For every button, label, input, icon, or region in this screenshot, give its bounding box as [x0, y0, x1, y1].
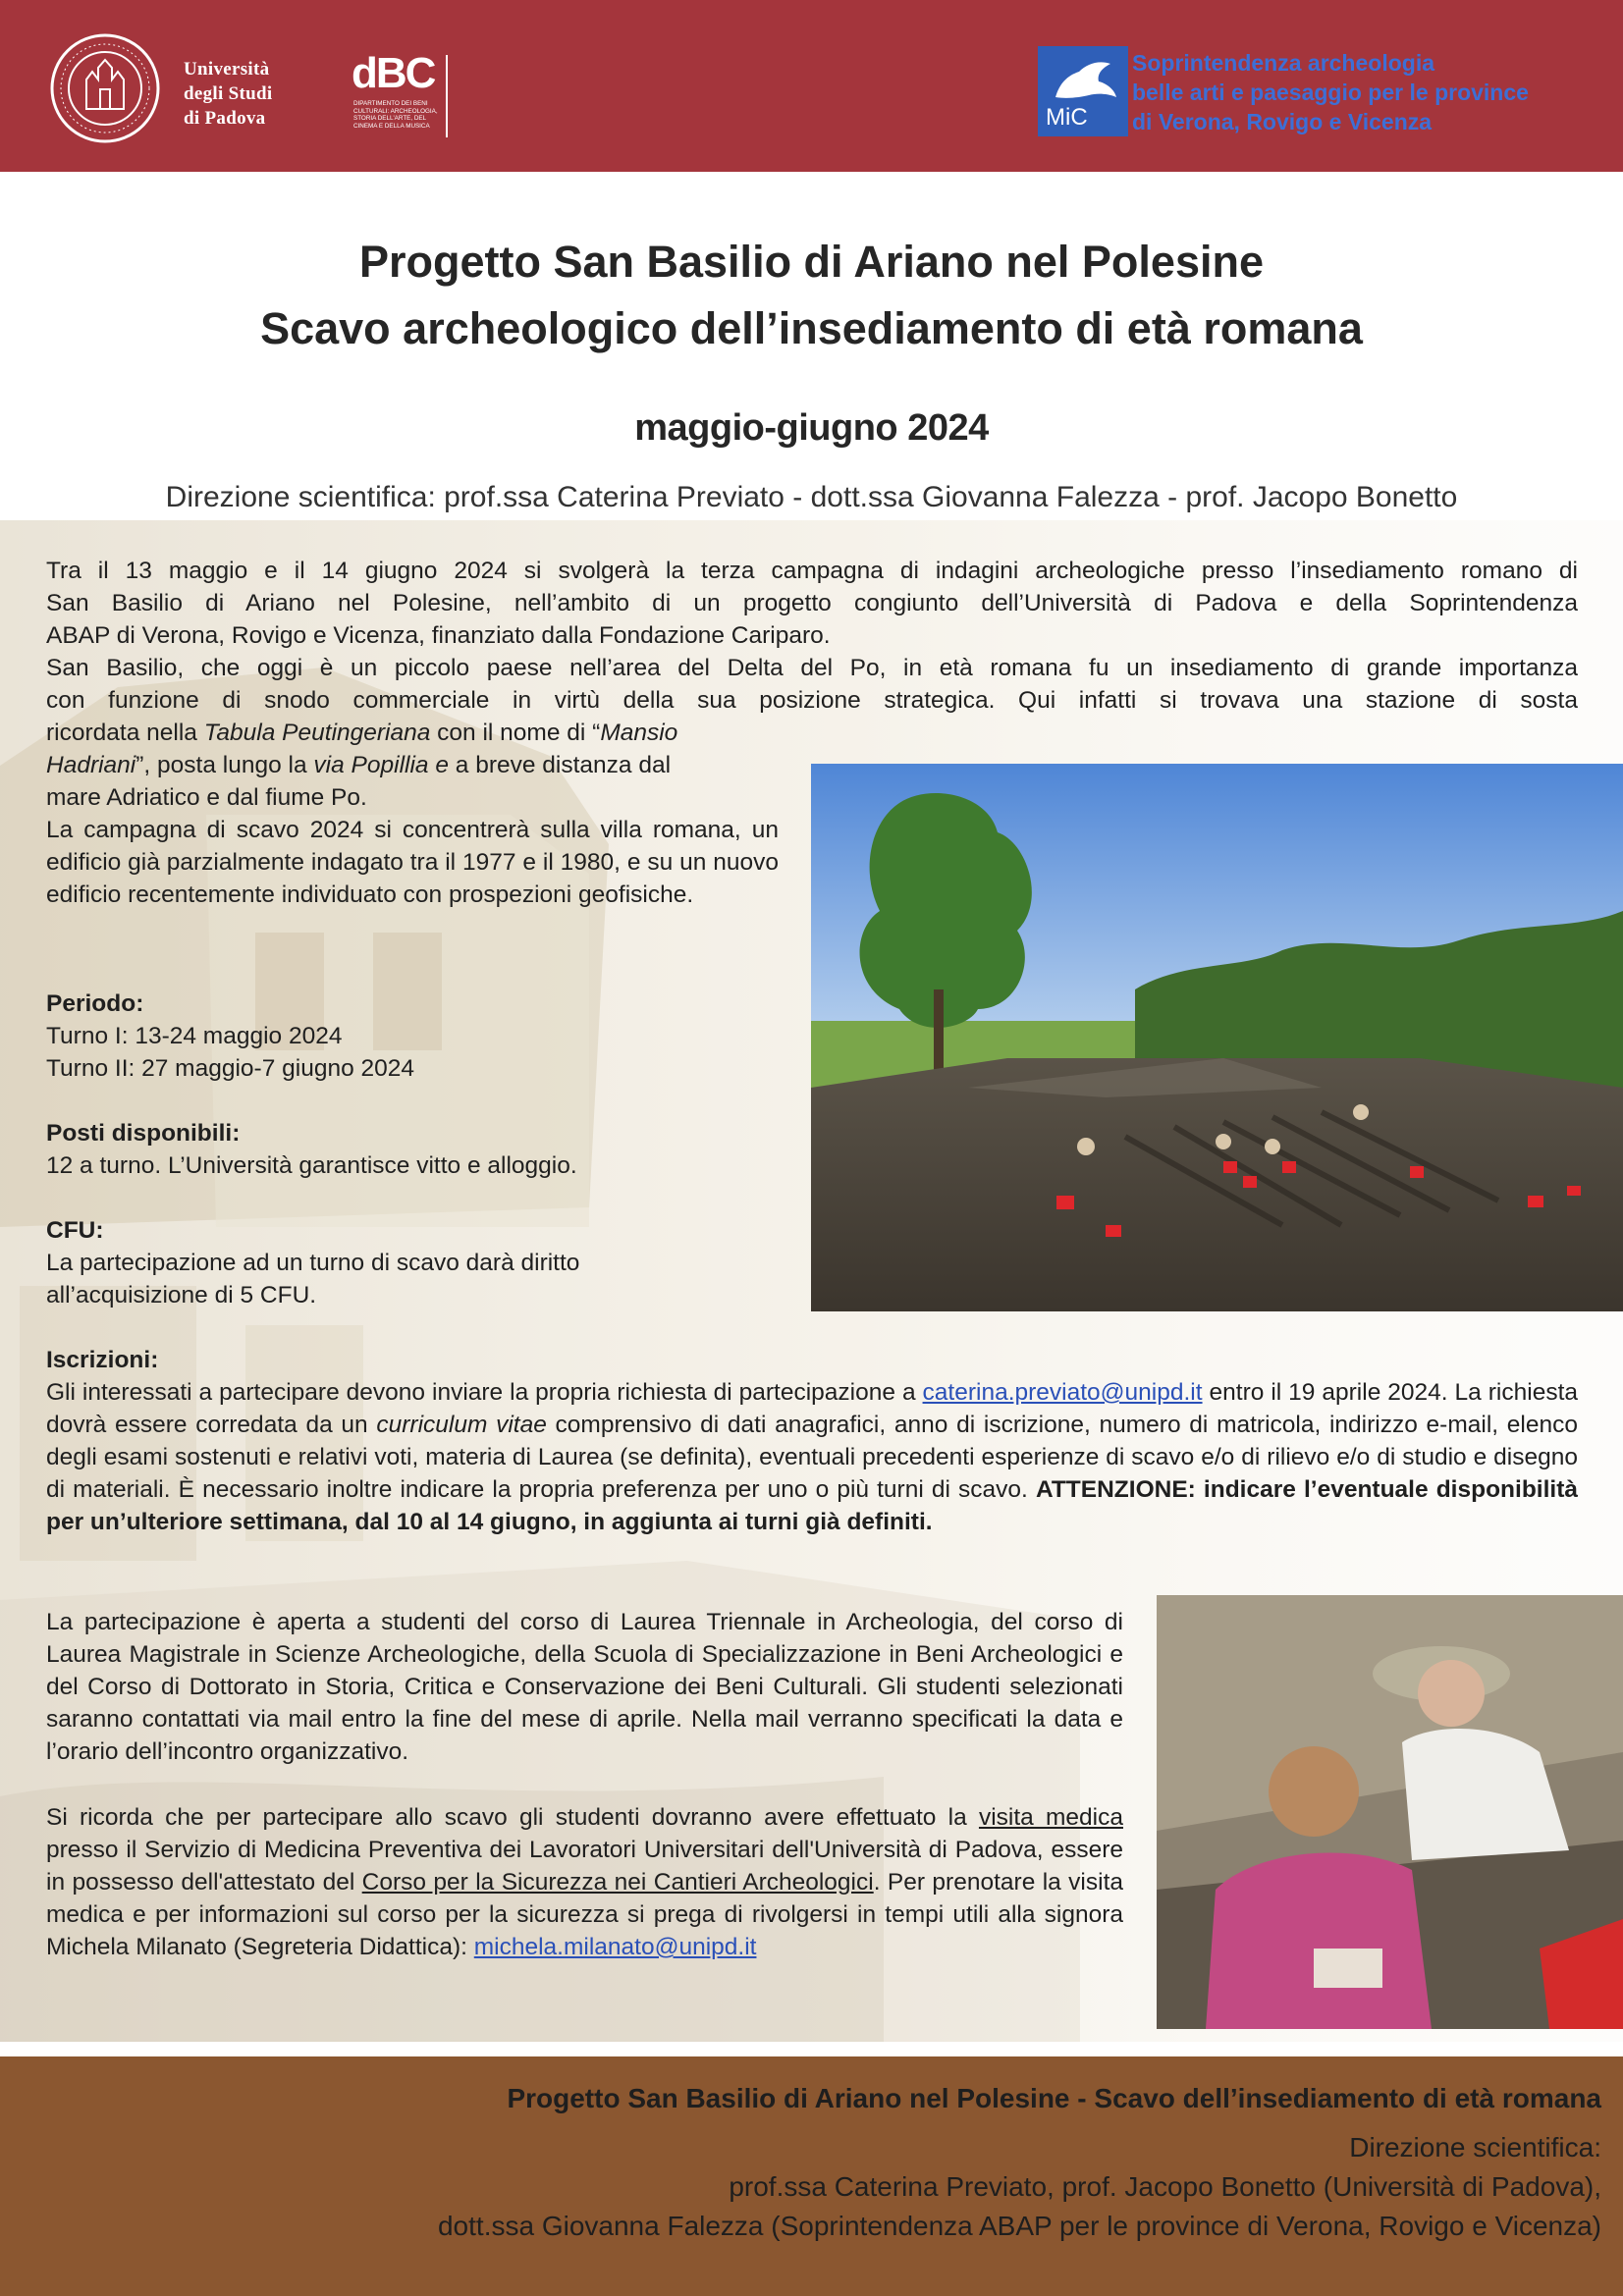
dbc-logo-subtitle: DIPARTIMENTO DEI BENI CULTURALI: ARCHEOLOGIA, STORIA DELL'ARTE, DEL CINEMA E DELLA MUSICA — [353, 100, 438, 130]
university-line-2: degli Studi — [184, 83, 273, 104]
university-line-3: di Padova — [184, 108, 266, 129]
iscrizioni-block — [46, 1344, 1578, 1538]
campagna-paragraph: La campagna di scavo 2024 si concentrerà sulla villa romana, un edificio già parzialmente indagato tra il 1977 e il 1980, e su un nuovo edificio recentemente individuato con prospezioni geofisiche. — [46, 817, 779, 908]
footer-band — [0, 2056, 1623, 2296]
iscrizioni-text-1: Gli interessati a partecipare devono inviare la propria richiesta di partecipazione a — [46, 1379, 923, 1406]
posti-heading: Posti disponibili: — [46, 1120, 241, 1147]
intro-line-4: San Basilio, che oggi è un piccolo paese nell’area del Delta del Po, in età romana fu un insediamento di grande importanza — [46, 655, 1578, 681]
cfu-block — [46, 1214, 779, 1311]
university-line-1: Università — [184, 59, 270, 80]
mic-logo — [1038, 46, 1128, 136]
posti-text: 12 a turno. L’Università garantisce vitto e alloggio. — [46, 1152, 577, 1179]
footer-direction-label: Direzione scientifica: — [1349, 2132, 1601, 2163]
header-band — [0, 0, 1623, 172]
tabula-paragraph — [46, 717, 779, 814]
soprintendenza-line-3: di Verona, Rovigo e Vicenza — [1132, 109, 1433, 134]
mansio-name: Mansio — [600, 720, 678, 746]
tabula-text-3: ”, posta lungo la — [135, 752, 314, 778]
corso-sicurezza-link[interactable]: Corso per la Sicurezza nei Cantieri Archeologici — [361, 1869, 874, 1896]
iscrizioni-text-3: comprensivo di dati anagrafici, anno di iscrizione, numero di matricola, indirizzo e-mail, elenco degli esami sostenuti e relativi voti, materia di Laurea (se definita), eventuali precedenti esperienze di scavo e/o di rilievo e/o di studio e disegno di materiali. È necessario inoltre indicare la propria preferenza per uno o più turni di scavo. — [46, 1412, 1578, 1503]
direction-line: Direzione scientifica: prof.ssa Caterina Previato - dott.ssa Giovanna Falezza - prof. Jacopo Bonetto — [165, 481, 1458, 513]
iscrizioni-heading: Iscrizioni: — [46, 1347, 159, 1373]
hadriani-name: Hadriani — [46, 752, 136, 778]
ricorda-text-3: . Per prenotare la visita medica e per informazioni sul corso per la sicurezza si prega di rivolgersi in tempi utili alla signora Michela Milanato (Segreteria Didattica): — [46, 1869, 1124, 1960]
via-popillia: via Popillia e — [313, 752, 449, 778]
university-name — [184, 57, 272, 131]
periodo-heading: Periodo: — [46, 990, 144, 1017]
dbc-logo-rule — [446, 55, 448, 137]
students-excavating-photo — [1157, 1595, 1623, 2029]
curriculum-vitae-text: curriculum vitae — [376, 1412, 547, 1438]
mic-figure-icon — [1038, 46, 1128, 105]
dbc-logo-text: dBC — [352, 49, 435, 97]
cfu-heading: CFU: — [46, 1217, 104, 1244]
posti-block — [46, 1117, 779, 1182]
tabula-text-1: ricordata nella — [46, 720, 204, 746]
footer-direction-line-1: prof.ssa Caterina Previato, prof. Jacopo Bonetto (Università di Padova), — [729, 2171, 1601, 2202]
intro-line-2: San Basilio di Ariano nel Polesine, nell’ambito di un progetto congiunto dell’Università di Padova e della Soprintendenza — [46, 590, 1578, 616]
university-seal-icon — [49, 32, 161, 144]
partecipazione-paragraph: La partecipazione è aperta a studenti del corso di Laurea Triennale in Archeologia, del corso di Laurea Magistrale in Scienze Archeologiche, della Scuola di Specializzazione in Beni Archeologici e del Corso di Dottorato in Storia, Critica e Conservazione dei Beni Culturali. Gli studenti selezionati saranno contattati via mail entro la fine del mese di aprile. Nella mail verranno specificati la data e l’orario dell’incontro organizzativo. — [46, 1609, 1123, 1765]
soprintendenza-line-1: Soprintendenza archeologia — [1132, 50, 1434, 76]
ricorda-text-2: presso il Servizio di Medicina Preventiva dei Lavoratori Universitari dell'Università di Padova, essere in possesso dell'attestato del — [46, 1837, 1123, 1896]
iscrizioni-text — [46, 1376, 1578, 1538]
intro-paragraph — [46, 555, 1578, 717]
cfu-line-2: all’acquisizione di 5 CFU. — [46, 1282, 317, 1308]
visita-medica-link[interactable]: visita medica — [978, 1804, 1123, 1831]
tabula-text-4: a breve distanza dal — [448, 752, 672, 778]
dates-heading: maggio-giugno 2024 — [634, 407, 989, 449]
tabula-text-5: mare Adriatico e dal fiume Po. — [46, 784, 367, 811]
intro-line-1: Tra il 13 maggio e il 14 giugno 2024 si svolgerà la terza campagna di indagini archeologiche presso l’insediamento romano di — [46, 558, 1578, 584]
periodo-turno-2: Turno II: 27 maggio-7 giugno 2024 — [46, 1055, 415, 1082]
tabula-text-2: con il nome di “ — [430, 720, 601, 746]
email-link-previato[interactable]: caterina.previato@unipd.it — [922, 1379, 1203, 1406]
excavation-site-photo — [811, 764, 1623, 1311]
attenzione-label: ATTENZIONE — [1035, 1476, 1188, 1503]
attenzione-text: : indicare l’eventuale disponibilità per un’ulteriore settimana, dal 10 al 14 giugno, in aggiunta ai turni già definiti. — [46, 1476, 1578, 1535]
ricorda-text-1: Si ricorda che per partecipare allo scavo gli studenti dovranno avere effettuato la — [46, 1804, 979, 1831]
email-link-milanato[interactable]: michela.milanato@unipd.it — [473, 1934, 757, 1960]
intro-line-3: ABAP di Verona, Rovigo e Vicenza, finanziato dalla Fondazione Cariparo. — [46, 622, 831, 649]
footer-direction-line-2: dott.ssa Giovanna Falezza (Soprintendenza ABAP per le province di Verona, Rovigo e Vicenza) — [437, 2211, 1601, 2241]
soprintendenza-line-2: belle arti e paesaggio per le province — [1132, 80, 1529, 105]
mic-label: MiC — [1046, 104, 1088, 131]
periodo-block — [46, 988, 779, 1085]
soprintendenza-name — [1132, 48, 1529, 136]
tabula-title: Tabula Peutingeriana — [203, 720, 431, 746]
ricorda-paragraph — [46, 1801, 1123, 1963]
iscrizioni-text-2: entro il 19 aprile 2024. La richiesta dovrà essere corredata da un — [46, 1379, 1579, 1438]
cfu-line-1: La partecipazione ad un turno di scavo darà diritto — [46, 1250, 580, 1276]
dbc-logo — [352, 51, 450, 141]
periodo-turno-1: Turno I: 13-24 maggio 2024 — [46, 1023, 343, 1049]
title-line-1: Progetto San Basilio di Ariano nel Polesine — [358, 237, 1264, 287]
intro-line-5: con funzione di snodo commerciale in virtù della sua posizione strategica. Qui infatti si trovava una stazione di sosta — [46, 687, 1578, 714]
footer-title: Progetto San Basilio di Ariano nel Polesine - Scavo dell’insediamento di età romana — [507, 2083, 1601, 2113]
title-line-2: Scavo archeologico dell’insediamento di età romana — [260, 303, 1363, 353]
